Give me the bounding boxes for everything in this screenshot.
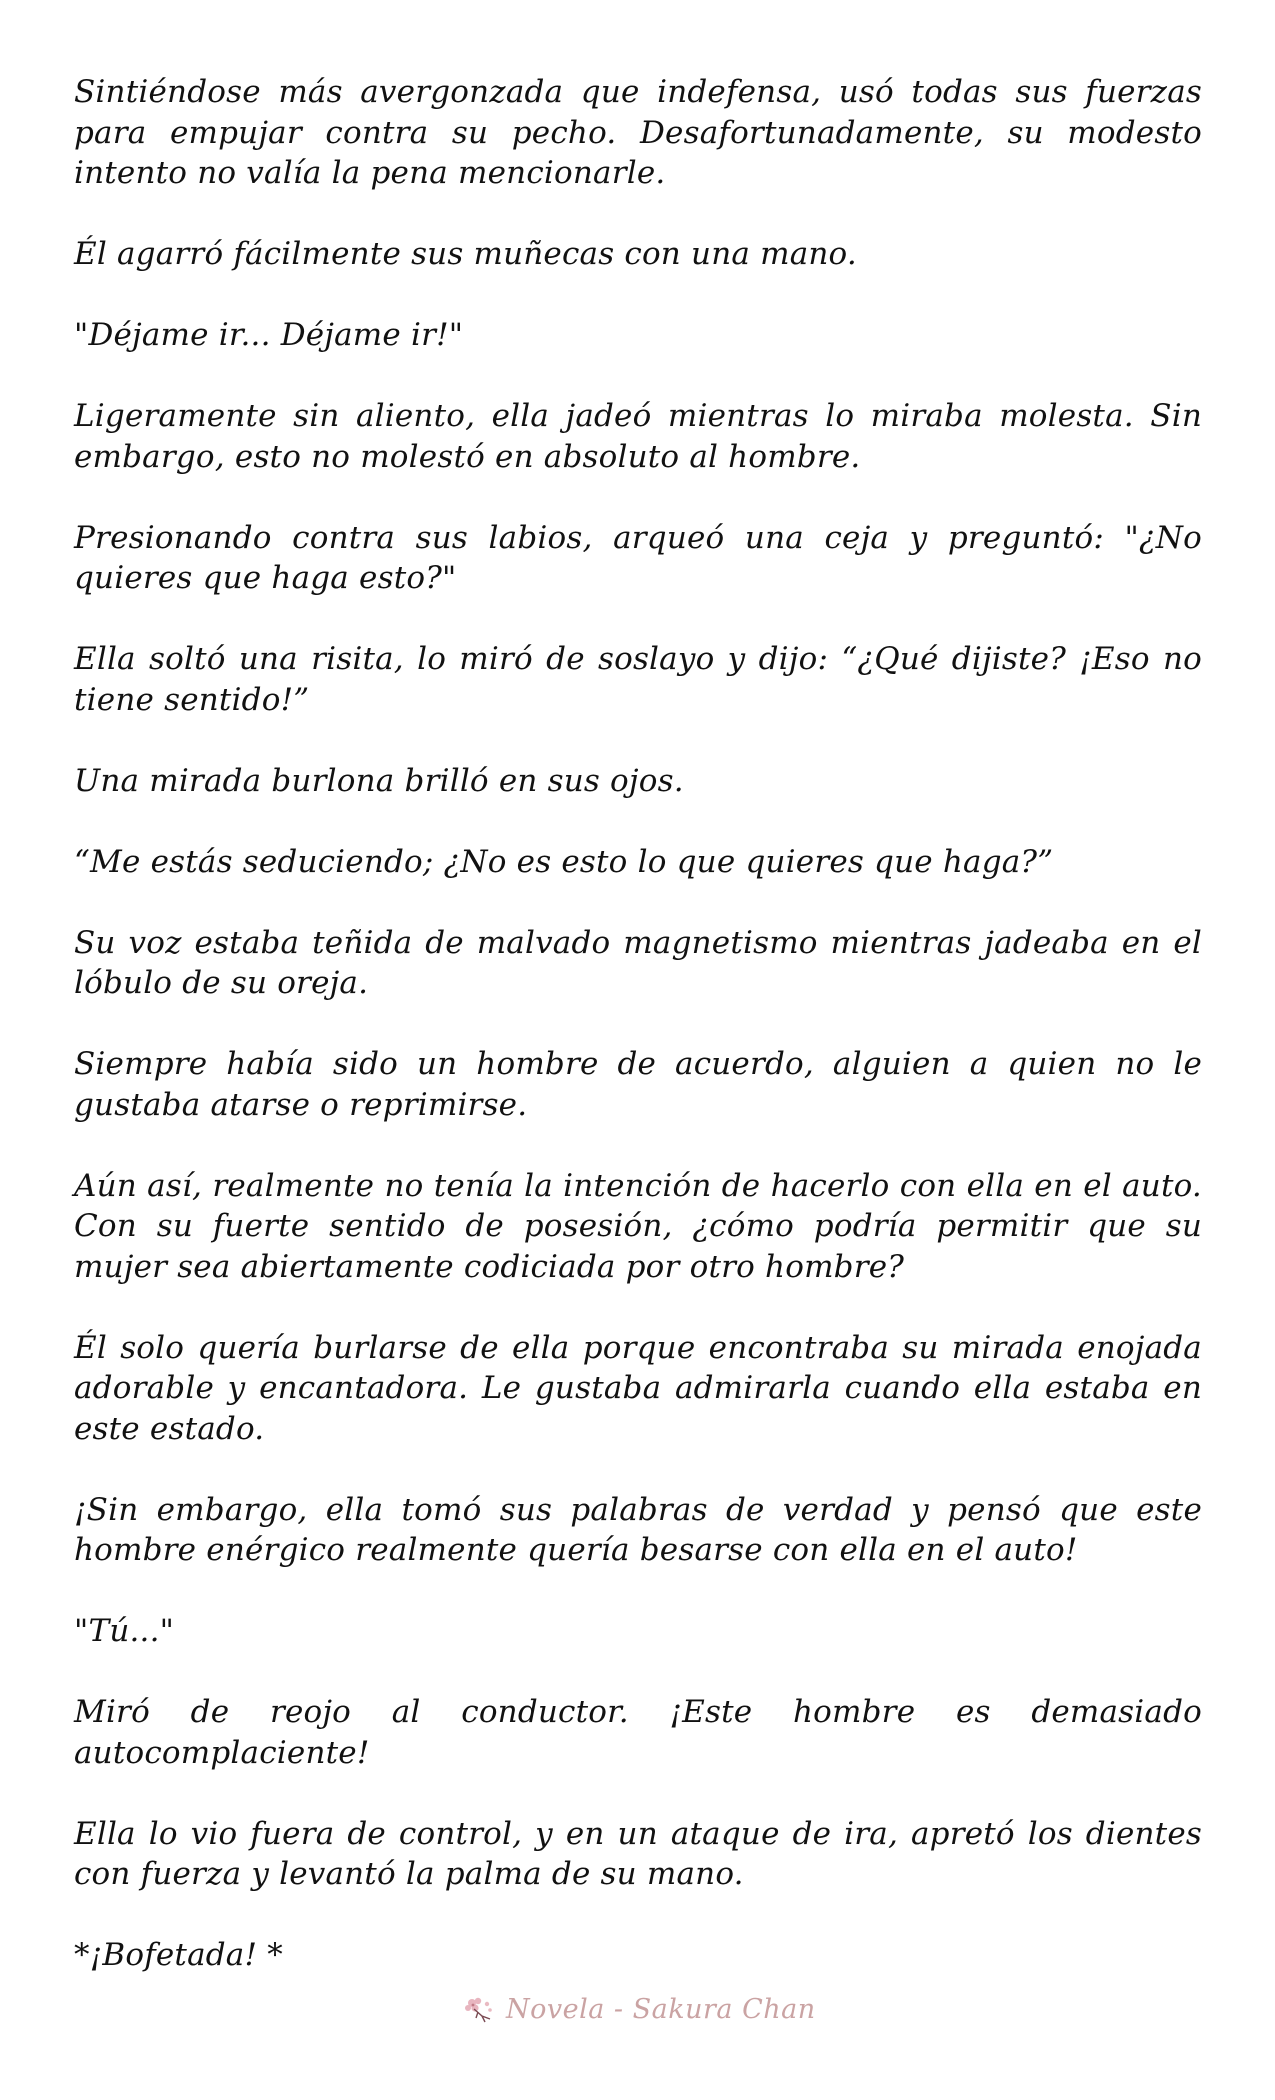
paragraph: Él solo quería burlarse de ella porque encontraba su mirada enojada adorable y encantadora. Le gustaba admirarla cuando ella estaba en este estado. [74,1329,1202,1447]
paragraph: Su voz estaba teñida de malvado magnetismo mientras jadeaba en el lóbulo de su oreja. [74,924,1202,1001]
paragraph: Ella soltó una risita, lo miró de soslayo y dijo: “¿Qué dijiste? ¡Eso no tiene sentido!” [74,641,1202,718]
paragraph: Él agarró fácilmente sus muñecas con una mano. [74,236,857,272]
watermark [462,1988,832,2030]
story-text [74,72,1202,2016]
paragraph: "Déjame ir... Déjame ir!" [74,317,464,353]
watermark-text: Novela - Sakura Chan [506,1993,816,2025]
paragraph: Siempre había sido un hombre de acuerdo, alguien a quien no le gustaba atarse o reprimirse. [74,1046,1202,1123]
paragraph: Miró de reojo al conductor. ¡Este hombre es demasiado autocomplaciente! [74,1694,1202,1771]
paragraph: Ligeramente sin aliento, ella jadeó mientras lo miraba molesta. Sin embargo, esto no molestó en absoluto al hombre. [74,398,1202,475]
paragraph: Ella lo vio fuera de control, y en un ataque de ira, apretó los dientes con fuerza y levantó la palma de su mano. [74,1815,1202,1892]
paragraph: “Me estás seduciendo; ¿No es esto lo que quieres que haga?” [74,843,1054,880]
paragraph: Sintiéndose más avergonzada que indefensa, usó todas sus fuerzas para empujar contra su pecho. Desafortunadamente, su modesto intento no valía la pena mencionarle. [74,74,1202,191]
paragraph: Presionando contra sus labios, arqueó una ceja y preguntó: "¿No quieres que haga esto?" [74,519,1202,596]
paragraph: Aún así, realmente no tenía la intención de hacerlo con ella en el auto. Con su fuerte sentido de posesión, ¿cómo podría permitir que su mujer sea abiertamente codiciada por otro hombre? [74,1167,1202,1285]
paragraph: ¡Sin embargo, ella tomó sus palabras de verdad y pensó que este hombre enérgico realmente quería besarse con ella en el auto! [74,1491,1202,1568]
paragraph: Una mirada burlona brilló en sus ojos. [74,762,684,799]
paragraph: *¡Bofetada! * [74,1937,283,1973]
sakura-flower-icon [462,1994,496,2024]
paragraph: "Tú..." [74,1613,175,1649]
